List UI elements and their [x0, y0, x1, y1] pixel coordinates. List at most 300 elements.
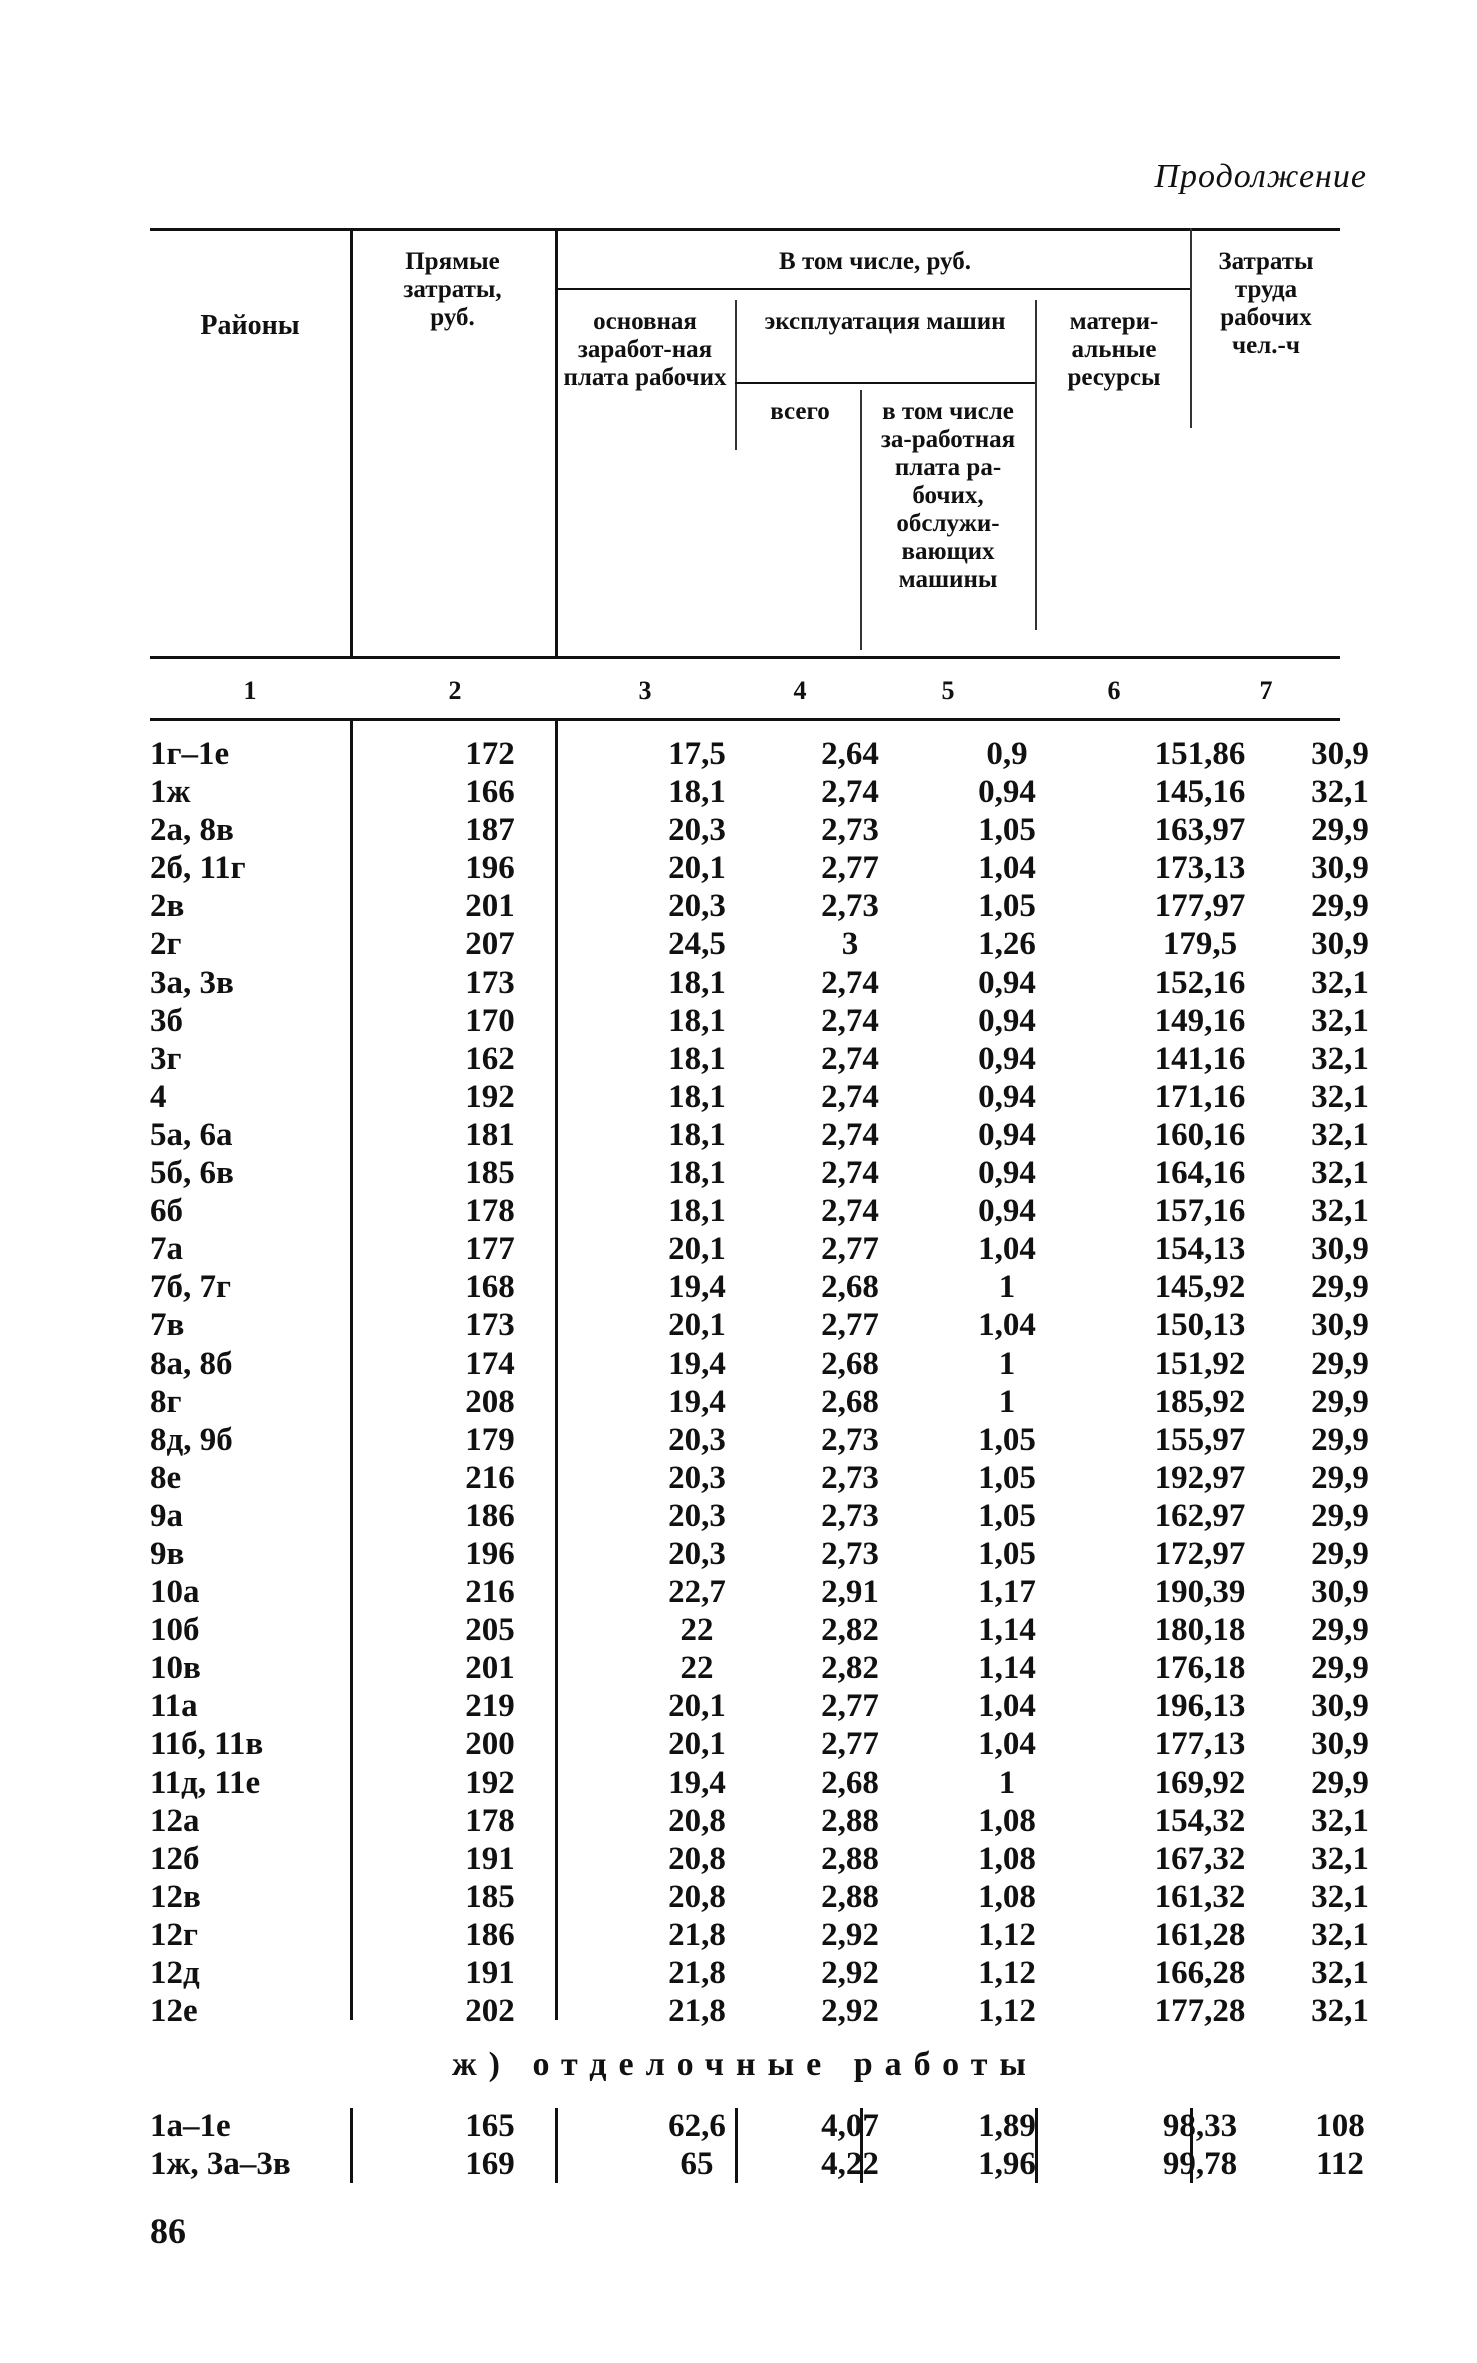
- table-cell-col6: 177,97: [1154, 888, 1246, 925]
- table-cell-col7: 30,9: [1311, 1726, 1369, 1763]
- colnum-bottom-rule: [150, 718, 1340, 721]
- table-cell-col7: 32,1: [1311, 774, 1369, 811]
- header-top-rule: [150, 228, 1340, 231]
- table-cell-col2: 178: [465, 1193, 515, 1230]
- table-cell-col2: 191: [465, 1955, 515, 1991]
- table-cell-col2: 179: [465, 1421, 515, 1458]
- table-cell-col7: 30,9: [1311, 1307, 1369, 1344]
- table-cell-col4: 2,91: [821, 1574, 879, 1611]
- table-cell-col1: 3б: [150, 1002, 183, 1039]
- table-cell-col6: 160,16: [1154, 1116, 1246, 1153]
- header-col6: матери-альные ресурсы: [1067, 308, 1161, 391]
- table-cell-col1: 8а, 8б: [150, 1345, 233, 1382]
- table-cell-col4: 2,74: [821, 1116, 879, 1153]
- table-cell-col4: 2,64: [821, 736, 879, 772]
- table-cell-col3: 20,8: [668, 1840, 726, 1877]
- table-cell-col1: 12д: [150, 1955, 200, 1991]
- table-cell-col1: 1г–1е: [150, 736, 230, 772]
- table-cell-col5: 1,08: [978, 1802, 1036, 1839]
- table-cell-col1: 12е: [150, 1993, 198, 2030]
- table-cell-col3: 20,1: [668, 1231, 726, 1268]
- table-cell-col1: 11д, 11е: [150, 1764, 261, 1801]
- table-cell-col5: 1,04: [978, 850, 1036, 887]
- table-cell-col2: 216: [465, 1459, 515, 1496]
- table-cell-col5: 1,05: [978, 1459, 1036, 1496]
- table-cell-col6: 161,28: [1154, 1916, 1246, 1953]
- table-cell-col2: 178: [465, 1802, 515, 1839]
- table-cell-col7: 30,9: [1311, 1231, 1369, 1268]
- header-divider-6: [1190, 228, 1192, 428]
- continuation-label: Продолжение: [1154, 158, 1367, 195]
- table-cell-col7: 32,1: [1311, 964, 1369, 1001]
- table-cell-col7: 29,9: [1311, 1764, 1369, 1801]
- table-cell-col1: 3а, 3в: [150, 964, 234, 1001]
- table-cell-col2: 219: [465, 1688, 515, 1725]
- table-cell-col7: 29,9: [1311, 812, 1369, 849]
- table-cell-col1: 10в: [150, 1650, 201, 1687]
- table-row: [150, 1802, 1369, 1840]
- table-cell-col5: 1,89: [978, 2108, 1036, 2144]
- table-cell-col4: 2,74: [821, 1040, 879, 1077]
- table-cell-col3: 20,8: [668, 1802, 726, 1839]
- table-cell-col1: 11б, 11в: [150, 1726, 264, 1763]
- table-cell-col1: 5а, 6а: [150, 1116, 233, 1153]
- table-cell-col4: 2,88: [821, 1802, 879, 1839]
- table-cell-col6: 154,13: [1154, 1231, 1246, 1268]
- table-cell-col1: 8д, 9б: [150, 1421, 233, 1458]
- table-row: [150, 1230, 1369, 1268]
- table-cell-col3: 20,1: [668, 850, 726, 887]
- table-cell-col5: 0,94: [978, 964, 1036, 1001]
- table-cell-col4: 4,22: [821, 2146, 879, 2183]
- table-cell-col2: 165: [465, 2108, 515, 2144]
- table-cell-col7: 112: [1316, 2146, 1364, 2183]
- table-row: [150, 1573, 1369, 1611]
- table-cell-col1: 6б: [150, 1193, 183, 1230]
- table-cell-col2: 192: [465, 1078, 515, 1115]
- table-cell-col4: 2,77: [821, 1231, 879, 1268]
- table-cell-col2: 173: [465, 964, 515, 1001]
- table-cell-col6: 176,18: [1154, 1650, 1246, 1687]
- table-cell-col2: 202: [465, 1993, 515, 2030]
- group-rule: [555, 288, 1190, 290]
- header-divider-4: [860, 390, 862, 650]
- table-cell-col1: 10б: [150, 1612, 200, 1649]
- table-cell-col3: 20,1: [668, 1307, 726, 1344]
- table-cell-col6: 169,92: [1154, 1764, 1246, 1801]
- colnum-1: 1: [243, 676, 257, 705]
- table-row: [150, 1268, 1369, 1306]
- table-cell-col4: 2,73: [821, 1421, 879, 1458]
- table-cell-col2: 181: [465, 1116, 515, 1153]
- table-row: [150, 1764, 1369, 1802]
- table-cell-col3: 18,1: [668, 1078, 726, 1115]
- table-cell-col3: 18,1: [668, 774, 726, 811]
- table-cell-col1: 12в: [150, 1878, 201, 1915]
- table-cell-col7: 30,9: [1311, 1574, 1369, 1611]
- table-cell-col7: 29,9: [1311, 888, 1369, 925]
- table-cell-col7: 32,1: [1311, 1916, 1369, 1953]
- table-row: [150, 1078, 1369, 1116]
- table-cell-col1: 1а–1е: [150, 2108, 231, 2144]
- table-cell-col2: 174: [465, 1345, 515, 1382]
- table-row: [150, 1154, 1369, 1192]
- table-cell-col1: 2г: [150, 926, 182, 963]
- table-cell-col6: 99,78: [1162, 2146, 1238, 2183]
- table-cell-col3: 24,5: [668, 926, 726, 963]
- table-cell-col3: 20,1: [668, 1688, 726, 1725]
- table-cell-col6: 190,39: [1154, 1574, 1246, 1611]
- table-row: [150, 887, 1369, 925]
- table-cell-col3: 20,3: [668, 1497, 726, 1534]
- data-table-body-2: [150, 2107, 1365, 2183]
- table-cell-col6: 163,97: [1154, 812, 1246, 849]
- table-cell-col2: 200: [465, 1726, 515, 1763]
- table-cell-col6: 167,32: [1154, 1840, 1246, 1877]
- table-cell-col2: 207: [465, 926, 515, 963]
- table-cell-col5: 1,26: [978, 926, 1036, 963]
- table-cell-col4: 3: [841, 926, 859, 963]
- table-cell-col5: 1,08: [978, 1878, 1036, 1915]
- table-row: [150, 735, 1369, 773]
- table-cell-col4: 2,74: [821, 1155, 879, 1192]
- table-cell-col6: 166,28: [1154, 1955, 1246, 1991]
- table-row: [150, 849, 1369, 887]
- header-col7: Затраты труда рабочих чел.-ч: [1218, 248, 1314, 359]
- table-cell-col2: 192: [465, 1764, 515, 1801]
- table-cell-col2: 216: [465, 1574, 515, 1611]
- table-cell-col6: 177,13: [1154, 1726, 1246, 1763]
- table-cell-col5: 0,9: [986, 736, 1028, 772]
- table-cell-col1: 7в: [150, 1307, 185, 1344]
- table-cell-col3: 18,1: [668, 1002, 726, 1039]
- table-row: [150, 2107, 1365, 2145]
- table-row: [150, 1192, 1369, 1230]
- table-row: [150, 1383, 1369, 1421]
- header-divider-3: [735, 300, 737, 450]
- header-col1: Районы: [200, 310, 300, 341]
- table-cell-col5: 1,12: [978, 1993, 1036, 2030]
- table-cell-col6: 152,16: [1154, 964, 1246, 1001]
- table-row: [150, 773, 1369, 811]
- table-cell-col7: 32,1: [1311, 1193, 1369, 1230]
- table-cell-col4: 2,74: [821, 1078, 879, 1115]
- table-cell-col1: 2б, 11г: [150, 850, 246, 887]
- table-cell-col3: 20,3: [668, 1421, 726, 1458]
- table-cell-col7: 32,1: [1311, 1878, 1369, 1915]
- table-cell-col2: 177: [465, 1231, 515, 1268]
- table-cell-col5: 1,04: [978, 1307, 1036, 1344]
- table-cell-col6: 196,13: [1154, 1688, 1246, 1725]
- table-cell-col6: 149,16: [1154, 1002, 1246, 1039]
- header-col4: всего: [770, 398, 830, 425]
- table-cell-col6: 145,92: [1154, 1269, 1246, 1306]
- colnum-7: 7: [1259, 676, 1273, 705]
- table-cell-col4: 2,82: [821, 1650, 879, 1687]
- table-row: [150, 1116, 1369, 1154]
- header-col3: основная заработ-ная плата рабочих: [563, 308, 727, 391]
- table-cell-col1: 2в: [150, 888, 185, 925]
- table-cell-col3: 19,4: [668, 1383, 726, 1420]
- table-cell-col1: 5б, 6в: [150, 1155, 234, 1192]
- table-cell-col2: 208: [465, 1383, 515, 1420]
- table-cell-col7: 32,1: [1311, 1155, 1369, 1192]
- table-cell-col7: 30,9: [1311, 736, 1369, 772]
- table-cell-col4: 2,82: [821, 1612, 879, 1649]
- table-cell-col5: 1,12: [978, 1955, 1036, 1991]
- table-cell-col4: 2,92: [821, 1916, 879, 1953]
- table-cell-col6: 98,33: [1162, 2108, 1238, 2144]
- table-cell-col6: 192,97: [1154, 1459, 1246, 1496]
- table-cell-col4: 2,74: [821, 1193, 879, 1230]
- header-bottom-rule: [150, 656, 1340, 659]
- table-cell-col3: 19,4: [668, 1764, 726, 1801]
- table-cell-col5: 1,05: [978, 1535, 1036, 1572]
- table-cell-col4: 2,73: [821, 888, 879, 925]
- table-cell-col7: 32,1: [1311, 1993, 1369, 2030]
- table-cell-col2: 186: [465, 1497, 515, 1534]
- table-cell-col1: 11а: [150, 1688, 198, 1725]
- table-cell-col7: 29,9: [1311, 1459, 1369, 1496]
- table-cell-col6: 150,13: [1154, 1307, 1246, 1344]
- table-cell-col4: 4,07: [821, 2108, 879, 2144]
- table-cell-col3: 65: [680, 2146, 714, 2183]
- table-cell-col1: 10а: [150, 1574, 200, 1611]
- table-cell-col6: 185,92: [1154, 1383, 1246, 1420]
- table-cell-col6: 145,16: [1154, 774, 1246, 811]
- subgroup-rule: [735, 382, 1035, 384]
- colnum-3: 3: [638, 676, 652, 705]
- table-cell-col3: 18,1: [668, 1193, 726, 1230]
- header-group: В том числе, руб.: [779, 248, 971, 275]
- table-cell-col1: 3г: [150, 1040, 182, 1077]
- table-cell-col7: 29,9: [1311, 1497, 1369, 1534]
- table-cell-col2: 162: [465, 1040, 515, 1077]
- table-cell-col7: 32,1: [1311, 1116, 1369, 1153]
- table-cell-col4: 2,73: [821, 812, 879, 849]
- header-col2: Прямые затраты, руб.: [403, 248, 502, 331]
- table-cell-col7: 32,1: [1311, 1955, 1369, 1991]
- table-cell-col4: 2,77: [821, 850, 879, 887]
- table-row: [150, 1459, 1369, 1497]
- table-cell-col5: 1,04: [978, 1688, 1036, 1725]
- table-cell-col3: 18,1: [668, 964, 726, 1001]
- table-cell-col1: 7а: [150, 1231, 183, 1268]
- table-cell-col3: 20,3: [668, 812, 726, 849]
- table-cell-col7: 32,1: [1311, 1078, 1369, 1115]
- table-cell-col1: 9а: [150, 1497, 183, 1534]
- table-row: [150, 1421, 1369, 1459]
- table-cell-col1: 2а, 8в: [150, 812, 234, 849]
- header-divider-2: [555, 228, 558, 658]
- page-number: 86: [150, 2211, 186, 2251]
- table-cell-col4: 2,73: [821, 1535, 879, 1572]
- table-row: [150, 1840, 1369, 1878]
- table-cell-col5: 0,94: [978, 1002, 1036, 1039]
- table-cell-col5: 1,08: [978, 1840, 1036, 1877]
- table-cell-col7: 30,9: [1311, 850, 1369, 887]
- table-cell-col6: 154,32: [1154, 1802, 1246, 1839]
- table-cell-col4: 2,92: [821, 1993, 879, 2030]
- table-cell-col6: 157,16: [1154, 1193, 1246, 1230]
- table-cell-col2: 170: [465, 1002, 515, 1039]
- table-cell-col6: 164,16: [1154, 1155, 1246, 1192]
- table-cell-col7: 29,9: [1311, 1383, 1369, 1420]
- table-row: [150, 1878, 1369, 1916]
- table-cell-col3: 21,8: [668, 1955, 726, 1991]
- header-divider-1: [350, 228, 353, 658]
- table-cell-col3: 20,3: [668, 888, 726, 925]
- table-cell-col1: 8г: [150, 1383, 182, 1420]
- header-divider-5: [1035, 300, 1037, 630]
- header-col5: в том числе за-работная плата ра-бочих, обслужи-вающих машины: [880, 398, 1016, 593]
- table-cell-col5: 1: [998, 1764, 1016, 1801]
- table-cell-col6: 161,32: [1154, 1878, 1246, 1915]
- table-cell-col3: 22: [680, 1612, 714, 1649]
- table-row: [150, 1992, 1369, 2030]
- table-row: [150, 1611, 1369, 1649]
- table-cell-col2: 201: [465, 888, 515, 925]
- table-cell-col7: 32,1: [1311, 1840, 1369, 1877]
- table-row: [150, 811, 1369, 849]
- table-row: [150, 964, 1369, 1002]
- table-cell-col3: 62,6: [668, 2108, 726, 2144]
- table-cell-col4: 2,68: [821, 1764, 879, 1801]
- table-cell-col1: 12б: [150, 1840, 200, 1877]
- table-cell-col4: 2,92: [821, 1955, 879, 1991]
- table-cell-col2: 205: [465, 1612, 515, 1649]
- table-cell-col3: 18,1: [668, 1116, 726, 1153]
- table-cell-col6: 173,13: [1154, 850, 1246, 887]
- table-cell-col1: 9в: [150, 1535, 185, 1572]
- table-cell-col7: 29,9: [1311, 1612, 1369, 1649]
- table-cell-col5: 0,94: [978, 774, 1036, 811]
- table-cell-col5: 1,12: [978, 1916, 1036, 1953]
- table-cell-col1: 7б, 7г: [150, 1269, 231, 1306]
- table-cell-col4: 2,74: [821, 1002, 879, 1039]
- table-cell-col1: 1ж, 3а–3в: [150, 2146, 291, 2183]
- table-cell-col6: 171,16: [1154, 1078, 1246, 1115]
- table-cell-col6: 177,28: [1154, 1993, 1246, 2030]
- table-cell-col6: 162,97: [1154, 1497, 1246, 1534]
- table-cell-col3: 22: [680, 1650, 714, 1687]
- table-cell-col5: 1: [998, 1383, 1016, 1420]
- header-group2: эксплуатация машин: [764, 308, 1006, 335]
- table-cell-col2: 173: [465, 1307, 515, 1344]
- table-cell-col5: 0,94: [978, 1116, 1036, 1153]
- colnum-5: 5: [941, 676, 955, 705]
- table-cell-col1: 4: [150, 1078, 167, 1115]
- table-row: [150, 2145, 1364, 2183]
- table-cell-col5: 1,05: [978, 1497, 1036, 1534]
- table-cell-col4: 2,68: [821, 1345, 879, 1382]
- table-cell-col2: 168: [465, 1269, 515, 1306]
- table-cell-col4: 2,74: [821, 774, 879, 811]
- table-cell-col5: 1,05: [978, 1421, 1036, 1458]
- colnum-2: 2: [448, 676, 462, 705]
- table-cell-col4: 2,68: [821, 1269, 879, 1306]
- section-title: ж) отделочные работы: [452, 2046, 1038, 2083]
- table-cell-col7: 30,9: [1311, 926, 1369, 963]
- table-cell-col2: 172: [465, 736, 515, 772]
- table-cell-col6: 151,92: [1154, 1345, 1246, 1382]
- table-cell-col5: 1,96: [978, 2146, 1036, 2183]
- table-cell-col3: 19,4: [668, 1345, 726, 1382]
- table-cell-col7: 29,9: [1311, 1345, 1369, 1382]
- table-cell-col2: 196: [465, 1535, 515, 1572]
- table-row: [150, 1345, 1369, 1383]
- table-row: [150, 1725, 1369, 1763]
- table-cell-col5: 1,05: [978, 888, 1036, 925]
- table-cell-col5: 1: [998, 1345, 1016, 1382]
- table-cell-col3: 21,8: [668, 1993, 726, 2030]
- colnum-6: 6: [1107, 676, 1121, 705]
- table-cell-col7: 29,9: [1311, 1269, 1369, 1306]
- table-cell-col2: 169: [465, 2146, 515, 2183]
- table-cell-col4: 2,73: [821, 1497, 879, 1534]
- table-row: [150, 925, 1369, 963]
- table-row: [150, 1535, 1369, 1573]
- table-cell-col2: 201: [465, 1650, 515, 1687]
- table-cell-col3: 19,4: [668, 1269, 726, 1306]
- table-cell-col5: 1,04: [978, 1231, 1036, 1268]
- table-cell-col6: 141,16: [1154, 1040, 1246, 1077]
- table-row: [150, 1916, 1369, 1954]
- table-cell-col2: 166: [465, 774, 515, 811]
- table-cell-col3: 21,8: [668, 1916, 726, 1953]
- table-cell-col7: 30,9: [1311, 1688, 1369, 1725]
- colnum-4: 4: [793, 676, 807, 705]
- table-cell-col2: 196: [465, 850, 515, 887]
- table-row: [150, 1954, 1369, 1992]
- table-cell-col4: 2,77: [821, 1688, 879, 1725]
- table-row: [150, 1040, 1369, 1078]
- table-cell-col4: 2,68: [821, 1383, 879, 1420]
- table-cell-col5: 0,94: [978, 1193, 1036, 1230]
- table-row: [150, 1687, 1369, 1725]
- table-cell-col2: 185: [465, 1155, 515, 1192]
- table-cell-col1: 8е: [150, 1459, 182, 1496]
- table-row: [150, 1306, 1369, 1344]
- table-cell-col3: 20,3: [668, 1535, 726, 1572]
- table-cell-col5: 0,94: [978, 1040, 1036, 1077]
- table-row: [150, 1497, 1369, 1535]
- table-cell-col5: 1,14: [978, 1650, 1036, 1687]
- table-cell-col5: 1: [998, 1269, 1016, 1306]
- table-cell-col6: 179,5: [1162, 926, 1238, 963]
- table-cell-col4: 2,74: [821, 964, 879, 1001]
- table-row: [150, 1649, 1369, 1687]
- table-cell-col3: 18,1: [668, 1155, 726, 1192]
- table-cell-col3: 20,3: [668, 1459, 726, 1496]
- table-cell-col1: 12а: [150, 1802, 200, 1839]
- table-cell-col2: 185: [465, 1878, 515, 1915]
- table-cell-col4: 2,88: [821, 1840, 879, 1877]
- table-cell-col3: 17,5: [668, 736, 726, 772]
- table-cell-col6: 155,97: [1154, 1421, 1246, 1458]
- table-cell-col7: 29,9: [1311, 1421, 1369, 1458]
- table-cell-col7: 29,9: [1311, 1535, 1369, 1572]
- table-cell-col5: 1,14: [978, 1612, 1036, 1649]
- table-cell-col1: 12г: [150, 1916, 198, 1953]
- table-cell-col6: 151,86: [1154, 736, 1246, 772]
- table-cell-col7: 108: [1315, 2108, 1365, 2144]
- table-cell-col4: 2,73: [821, 1459, 879, 1496]
- table-row: [150, 1002, 1369, 1040]
- table-cell-col1: 1ж: [150, 774, 191, 811]
- data-table-body: [150, 735, 1369, 2030]
- table-cell-col5: 1,05: [978, 812, 1036, 849]
